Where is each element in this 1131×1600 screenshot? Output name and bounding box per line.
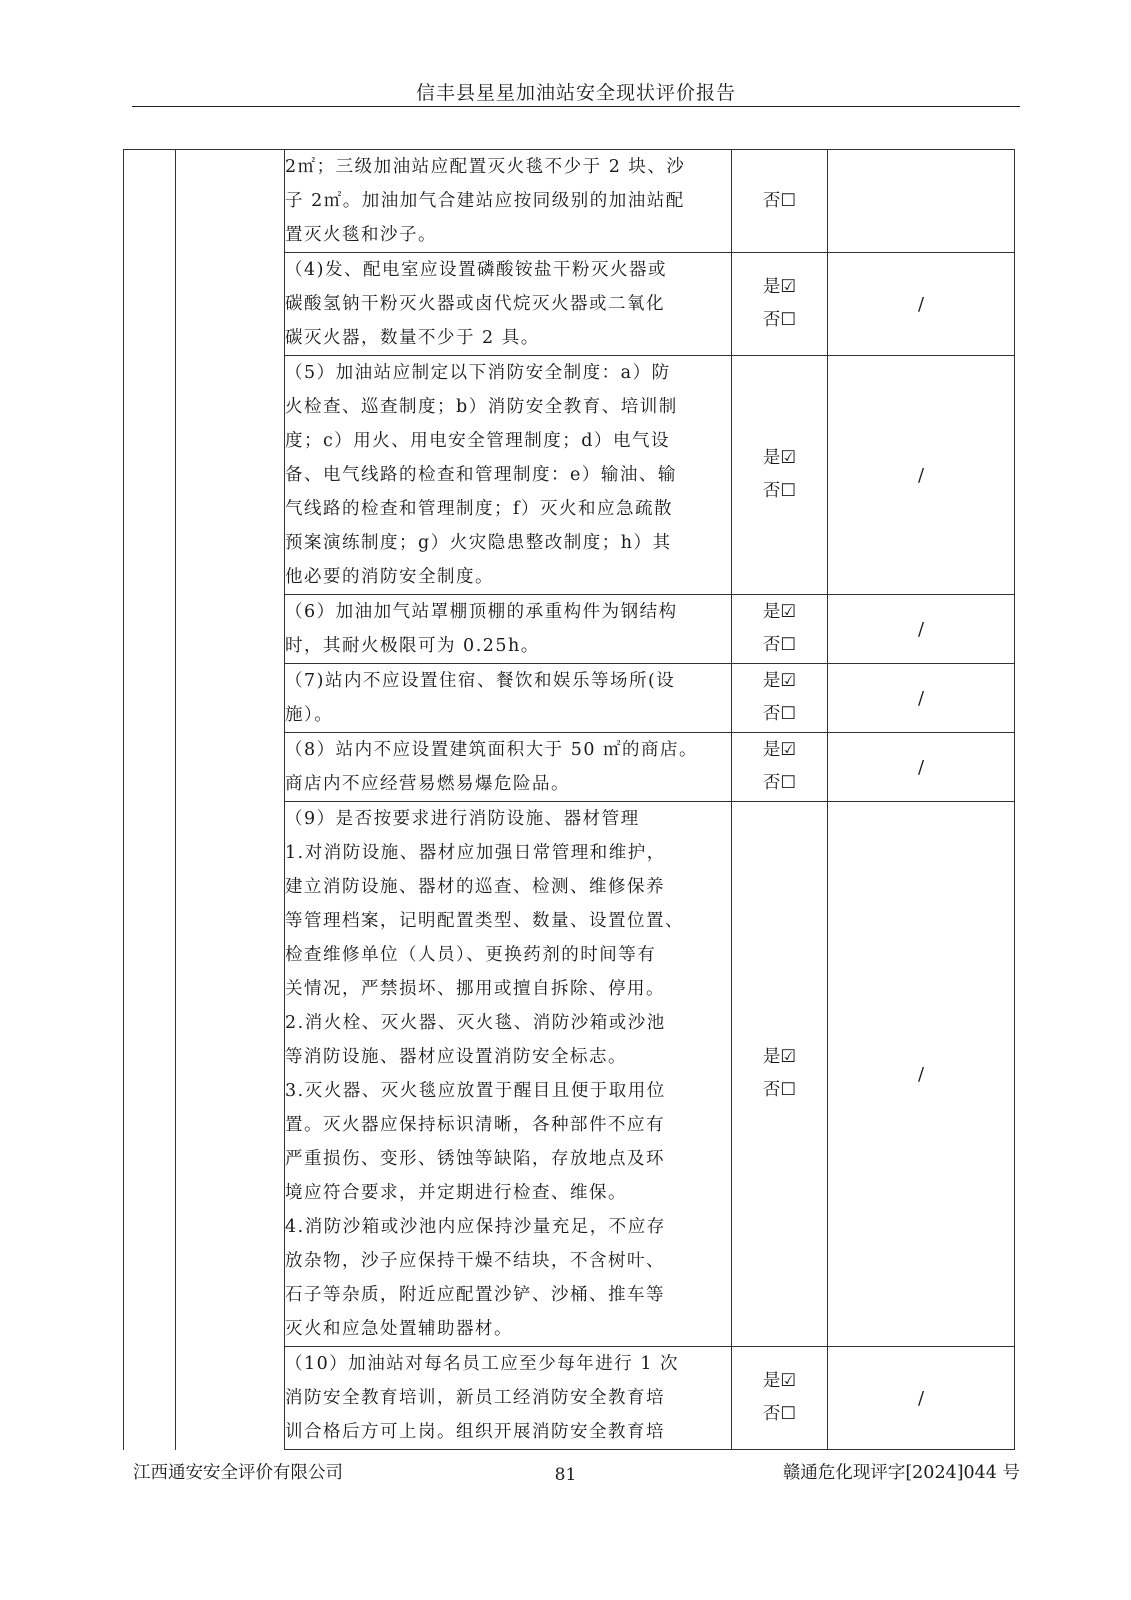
header-rule [132,106,1020,107]
remark-cell: / [828,733,1015,802]
requirement-line: 预案演练制度；g）火灾隐患整改制度；h）其 [285,533,672,553]
requirement-line: 4.消防沙箱或沙池内应保持沙量充足，不应存 [285,1217,666,1237]
remark-cell [828,150,1015,253]
inspection-table [123,149,1015,1450]
requirement-line: 子 2㎡。加油加气合建站应按同级别的加油站配 [285,191,685,211]
requirement-line: 时，其耐火极限可为 0.25h。 [285,636,540,656]
requirement-line: （8）站内不应设置建筑面积大于 50 ㎡的商店。 [285,740,699,760]
requirement-line: 火检查、巡查制度；b）消防安全教育、培训制 [285,397,678,417]
requirement-line: 石子等杂质，附近应配置沙铲、沙桶、推车等 [285,1285,665,1305]
requirement-line: 施）。 [285,705,334,725]
requirement-line: 关情况，严禁损坏、挪用或擅自拆除、停用。 [285,979,665,999]
page-number: 81 [554,1465,577,1485]
requirement-cell [285,802,732,1347]
requirement-line: 等消防设施、器材应设置消防安全标志。 [285,1047,627,1067]
page-header-title: 信丰县星星加油站安全现状评价报告 [415,82,736,104]
remark-cell: / [828,1347,1015,1450]
requirement-cell [285,664,732,733]
requirement-line: 气线路的检查和管理制度；f）灭火和应急疏散 [285,499,673,519]
requirement-line: 度；c）用火、用电安全管理制度；d）电气设 [285,431,671,451]
requirement-line: （6）加油加气站罩棚顶棚的承重构件为钢结构 [285,602,678,622]
remark-cell: / [828,595,1015,664]
requirement-line: 检查维修单位（人员）、更换药剂的时间等有 [285,945,657,965]
result-checkbox-option: 是☑ [762,602,797,622]
requirement-line: 碳酸氢钠干粉灭火器或卤代烷灭火器或二氧化 [285,294,665,314]
requirement-line: 境应符合要求，并定期进行检查、维保。 [285,1183,627,1203]
result-checkbox-option: 否☐ [762,310,797,330]
result-checkbox-option: 否☐ [762,635,797,655]
result-cell [732,150,828,253]
result-checkbox-option: 否☐ [762,1404,797,1424]
requirement-cell [285,150,732,253]
table-row [124,150,1015,253]
result-checkbox-option: 是☑ [762,448,797,468]
requirement-line: 严重损伤、变形、锈蚀等缺陷，存放地点及环 [285,1149,665,1169]
requirement-line: 置。灭火器应保持标识清晰，各种部件不应有 [285,1115,665,1135]
requirement-line: （10）加油站对每名员工应至少每年进行 1 次 [285,1354,680,1374]
requirement-line: （9）是否按要求进行消防设施、器材管理 [285,809,640,829]
result-cell [732,253,828,356]
requirement-line: 备、电气线路的检查和管理制度：e）输油、输 [285,465,677,485]
result-checkbox-option: 否☐ [762,481,797,501]
category-column-cell [176,150,285,1450]
requirement-line: （4)发、配电室应设置磷酸铵盐干粉灭火器或 [285,260,667,280]
requirement-line: 等管理档案，记明配置类型、数量、设置位置、 [285,911,684,931]
requirement-cell [285,595,732,664]
requirement-line: （7)站内不应设置住宿、餐饮和娱乐等场所(设 [285,671,676,691]
result-checkbox-option: 是☑ [762,277,797,297]
remark-cell: / [828,253,1015,356]
result-cell [732,802,828,1347]
requirement-cell [285,1347,732,1450]
result-checkbox-option: 否☐ [762,704,797,724]
requirement-cell [285,733,732,802]
result-checkbox-option: 是☑ [762,671,797,691]
requirement-line: 他必要的消防安全制度。 [285,567,494,587]
result-cell [732,1347,828,1450]
requirement-cell [285,253,732,356]
requirement-line: 3.灭火器、灭火毯应放置于醒目且便于取用位 [285,1081,666,1101]
requirement-line: 放杂物，沙子应保持干燥不结块，不含树叶、 [285,1251,665,1271]
remark-cell: / [828,356,1015,595]
result-checkbox-option: 否☐ [762,190,797,211]
requirement-line: 碳灭火器，数量不少于 2 具。 [285,328,540,348]
footer-company: 江西通安安全评价有限公司 [133,1463,343,1483]
result-checkbox-option: 是☑ [762,1047,797,1067]
result-cell [732,733,828,802]
result-checkbox-option: 否☐ [762,773,797,793]
result-cell [732,356,828,595]
requirement-line: 消防安全教育培训，新员工经消防安全教育培 [285,1388,665,1408]
requirement-line: 灭火和应急处置辅助器材。 [285,1319,513,1339]
requirement-line: （5）加油站应制定以下消防安全制度：a）防 [285,363,671,383]
result-checkbox-option: 是☑ [762,740,797,760]
requirement-line: 置灭火毯和沙子。 [285,225,437,245]
result-cell [732,664,828,733]
result-checkbox-option: 否☐ [762,1080,797,1100]
result-checkbox-option: 是☑ [762,1371,797,1391]
requirement-line: 2㎡；三级加油站应配置灭火毯不少于 2 块、沙 [285,157,686,177]
footer-doc-number: 赣通危化现评字[2024]044 号 [782,1463,1020,1483]
requirement-line: 建立消防设施、器材的巡查、检测、维修保养 [285,877,665,897]
requirement-cell [285,356,732,595]
requirement-line: 训合格后方可上岗。组织开展消防安全教育培 [285,1422,665,1442]
requirement-line: 商店内不应经营易燃易爆危险品。 [285,774,570,794]
remark-cell: / [828,664,1015,733]
requirement-line: 2.消火栓、灭火器、灭火毯、消防沙箱或沙池 [285,1013,666,1033]
requirement-line: 1.对消防设施、器材应加强日常管理和维护， [285,843,666,863]
index-column-cell [124,150,176,1450]
remark-cell: / [828,802,1015,1347]
result-cell [732,595,828,664]
